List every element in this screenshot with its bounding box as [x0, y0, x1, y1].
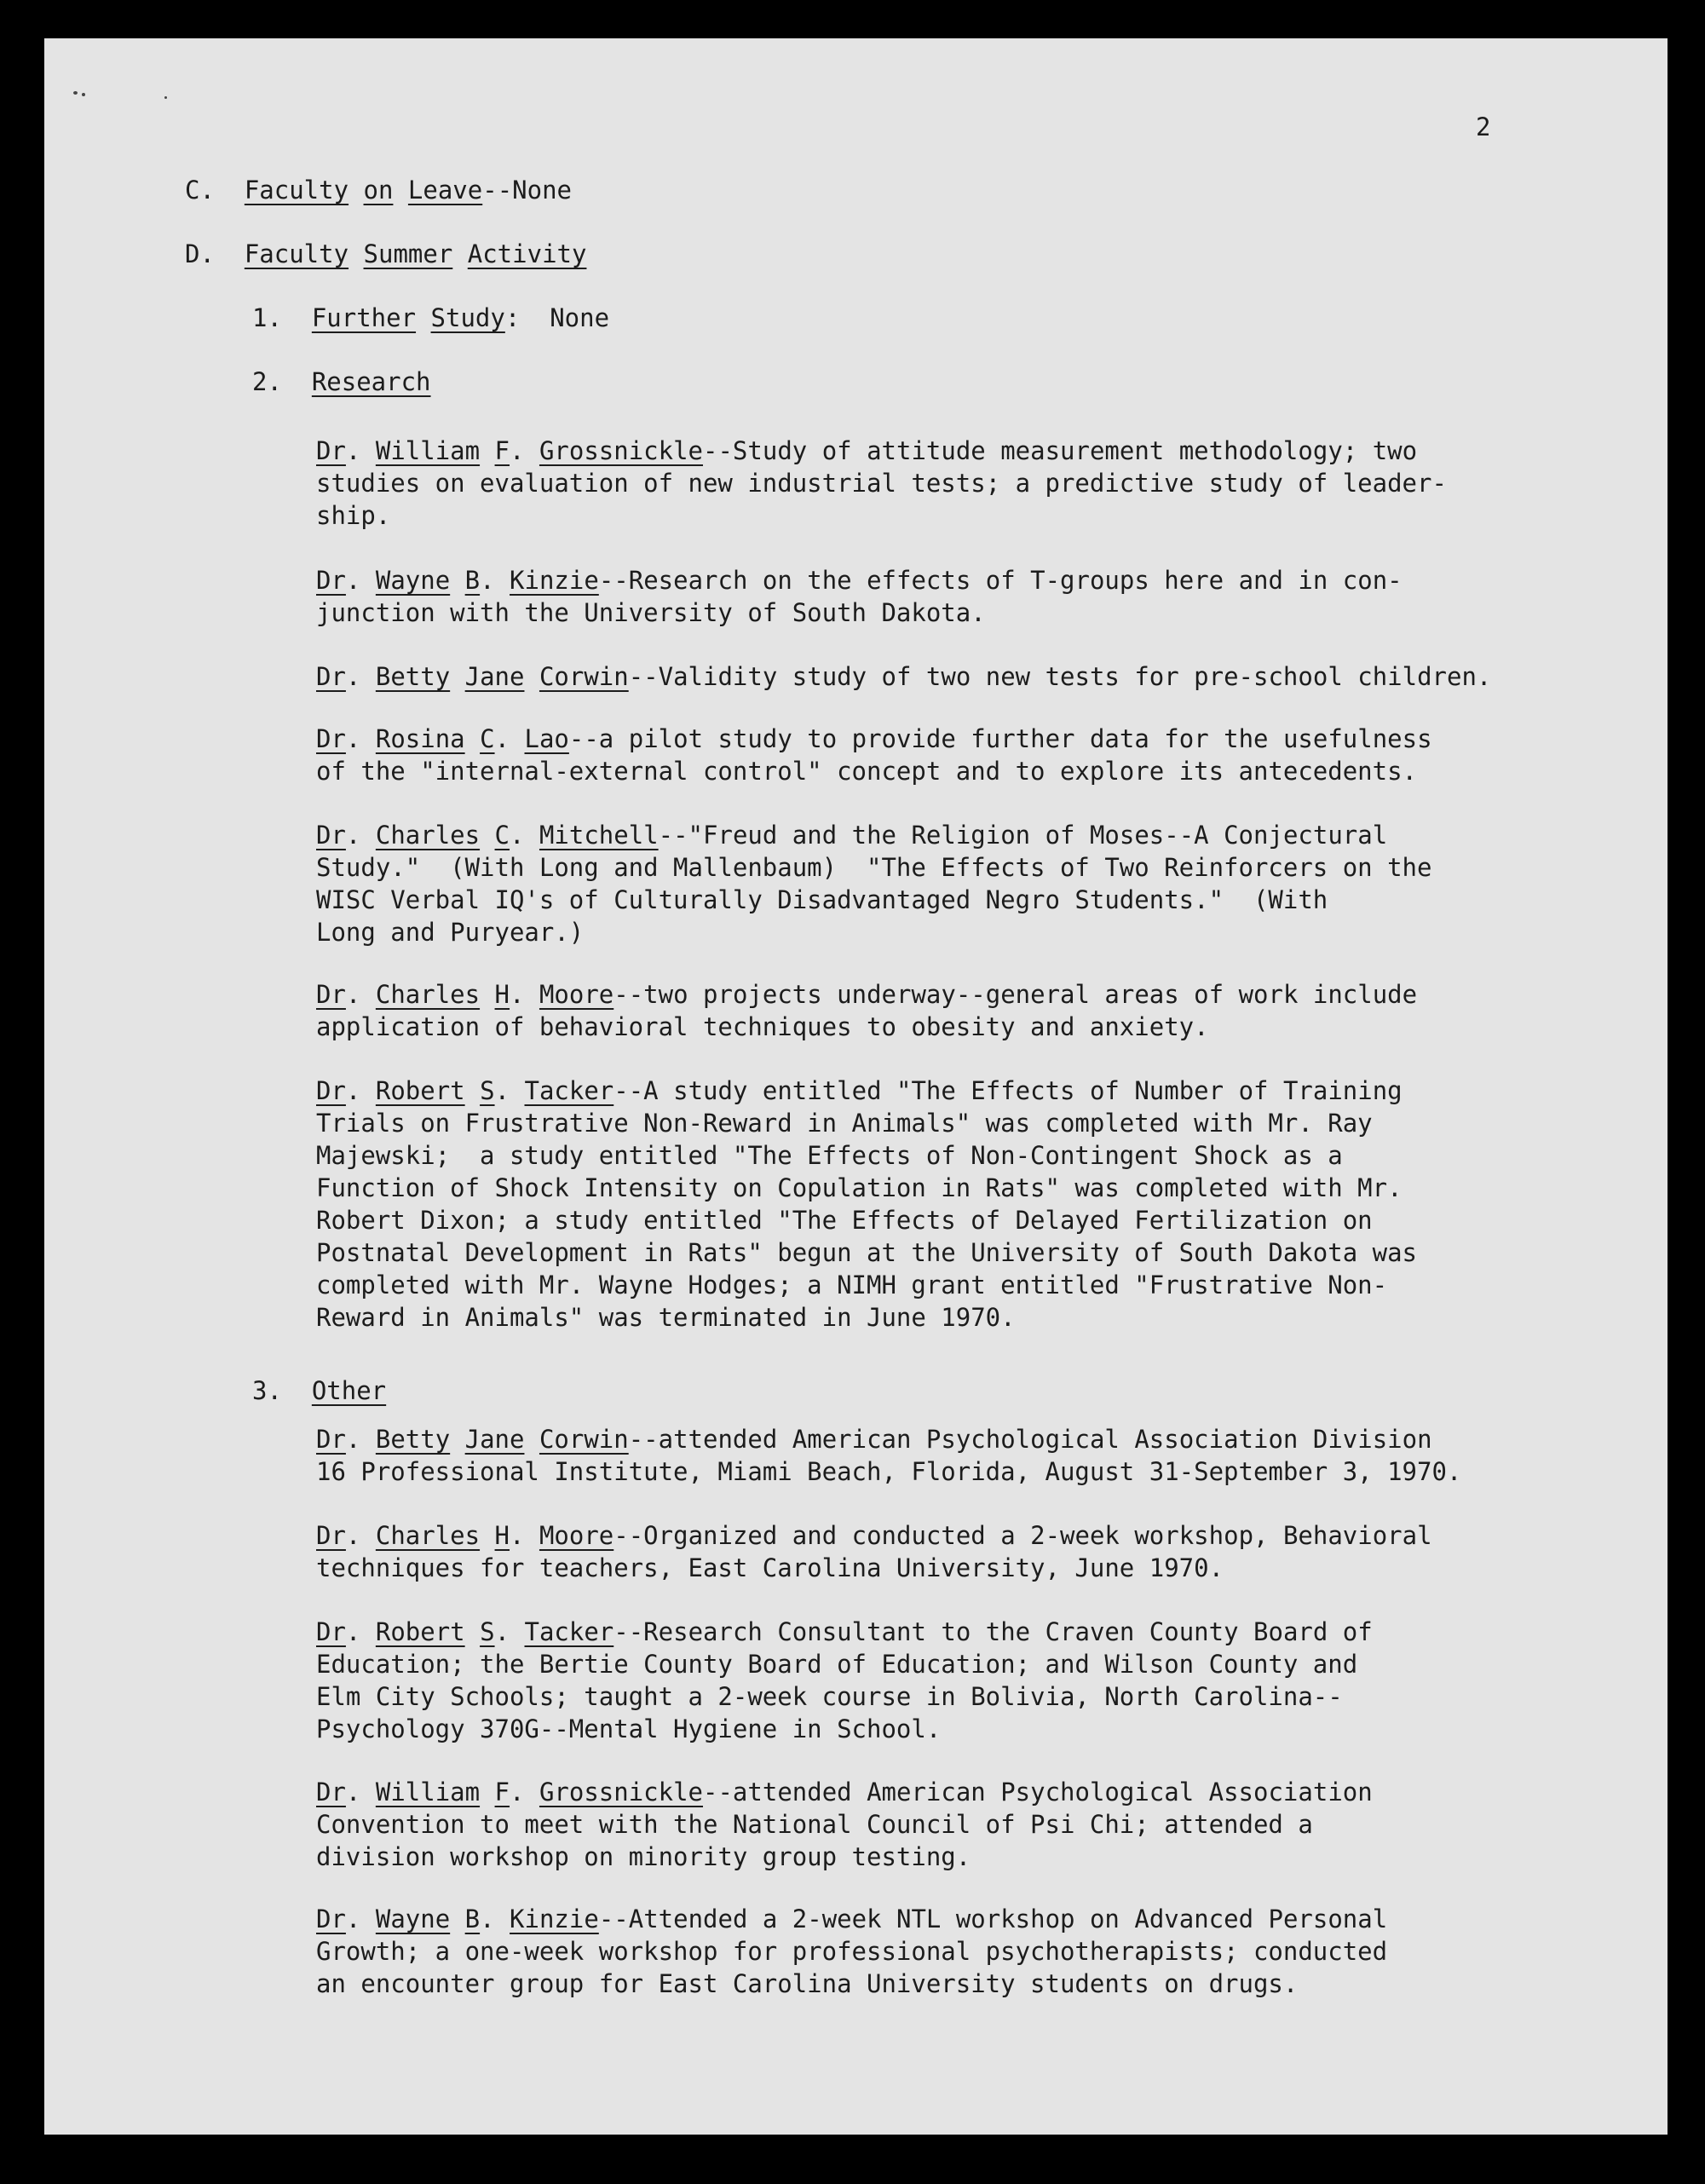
initial-period: .: [494, 1617, 510, 1646]
title-dr: Dr: [316, 1521, 346, 1550]
entry-text: ship.: [316, 501, 391, 530]
title-period: .: [345, 724, 361, 753]
spacer: [360, 436, 375, 465]
person-initial: H: [494, 980, 510, 1009]
entry-line: [316, 755, 1417, 787]
spacer: [465, 1076, 480, 1105]
entry-text: --Research on the effects of T-groups here and in con-: [598, 566, 1403, 595]
entry-line: [316, 1172, 1403, 1204]
title-period: .: [345, 1617, 361, 1646]
spacer: [480, 436, 494, 465]
item-3-heading: [252, 1374, 386, 1407]
entry-text: Postnatal Development in Rats" begun at the University of South Dakota was: [316, 1238, 1418, 1267]
title-dr: Dr: [316, 1617, 346, 1646]
entry-text: of the "internal-external control" concept and to explore its antecedents.: [316, 757, 1418, 786]
person-last-name: Kinzie: [510, 1905, 599, 1933]
spacer: [360, 662, 375, 691]
entry-text: WISC Verbal IQ's of Culturally Disadvantaged Negro Students." (With: [316, 885, 1328, 914]
spacer: [360, 1425, 375, 1454]
spacer: [524, 436, 539, 465]
item-1-heading: [252, 302, 609, 334]
item-number: 1.: [252, 303, 282, 332]
person-first-name: Charles: [375, 980, 481, 1009]
heading-word: Activity: [467, 239, 587, 268]
entry-text: 16 Professional Institute, Miami Beach, Florida, August 31-September 3, 1970.: [316, 1457, 1462, 1486]
person-last-name: Corwin: [539, 662, 629, 691]
initial-period: .: [510, 1778, 525, 1807]
entry-line: [316, 1269, 1387, 1301]
spacer: [360, 1905, 375, 1933]
entry-text: --A study entitled "The Effects of Number of Training: [613, 1076, 1403, 1105]
spacer: [360, 1521, 375, 1550]
person-initial: Jane: [464, 662, 525, 691]
title-dr: Dr: [316, 1425, 346, 1454]
entry-line: [316, 435, 1417, 467]
person-last-name: Kinzie: [510, 566, 599, 595]
heading-word: Summer: [363, 239, 453, 268]
section-letter: C.: [185, 176, 215, 205]
person-initial: S: [480, 1617, 495, 1646]
entry-line: [316, 1423, 1432, 1455]
person-initial: S: [480, 1076, 495, 1105]
spacer: [360, 1076, 375, 1105]
title-dr: Dr: [316, 821, 346, 850]
entry-line: [316, 1011, 1209, 1043]
entry-line: [316, 564, 1403, 596]
entry-text: Education; the Bertie County Board of Education; and Wilson County and: [316, 1650, 1358, 1679]
spacer: [510, 724, 524, 753]
entry-text: Reward in Animals" was terminated in June 1970.: [316, 1303, 1016, 1332]
spacer: [524, 821, 539, 850]
speck-mark: [73, 91, 78, 95]
entry-text: --two projects underway--general areas of work include: [613, 980, 1418, 1009]
entry-text: an encounter group for East Carolina University students on drugs.: [316, 1969, 1299, 1998]
title-dr: Dr: [316, 662, 346, 691]
entry-line: [316, 1616, 1373, 1648]
heading-word: Leave: [407, 176, 483, 205]
person-initial: F: [494, 436, 510, 465]
title-period: .: [345, 980, 361, 1009]
entry-line: [316, 884, 1328, 916]
entry-text: --Organized and conducted a 2-week workshop, Behavioral: [613, 1521, 1432, 1550]
document-page: [44, 38, 1668, 2135]
entry-line: [316, 723, 1432, 755]
entry-text: --attended American Psychological Association: [703, 1778, 1373, 1807]
spacer: [495, 566, 510, 595]
title-dr: Dr: [316, 566, 346, 595]
spacer: [510, 1617, 524, 1646]
title-period: .: [345, 1521, 361, 1550]
spacer: [480, 821, 494, 850]
entry-text: Robert Dixon; a study entitled "The Effects of Delayed Fertilization on: [316, 1206, 1373, 1235]
entry-line: [316, 1075, 1403, 1107]
entry-line: [316, 851, 1431, 884]
entry-text: Elm City Schools; taught a 2-week course in Bolivia, North Carolina--: [316, 1682, 1343, 1711]
title-dr: Dr: [316, 724, 346, 753]
title-dr: Dr: [316, 1778, 346, 1807]
entry-text: Majewski; a study entitled "The Effects of Non-Contingent Shock as a: [316, 1141, 1343, 1170]
entry-line: [316, 596, 986, 629]
heading-word: Study: [430, 303, 505, 332]
title-period: .: [345, 662, 361, 691]
person-first-name: Rosina: [375, 724, 465, 753]
entry-text: completed with Mr. Wayne Hodges; a NIMH grant entitled "Frustrative Non-: [316, 1271, 1388, 1299]
spacer: [450, 566, 464, 595]
spacer: [360, 566, 375, 595]
person-last-name: Corwin: [539, 1425, 629, 1454]
title-period: .: [345, 1778, 361, 1807]
entry-line: [316, 1648, 1357, 1680]
entry-line: [316, 1519, 1432, 1552]
heading-word: Research: [311, 367, 431, 396]
entry-text: --a pilot study to provide further data for the usefulness: [568, 724, 1432, 753]
heading-rest: : None: [504, 303, 610, 332]
entry-line: [316, 1903, 1387, 1935]
entry-line: [316, 1680, 1343, 1713]
entry-line: [316, 1713, 941, 1745]
entry-line: [316, 467, 1447, 499]
spacer: [480, 1521, 494, 1550]
person-initial: H: [494, 1521, 510, 1550]
person-last-name: Tacker: [524, 1076, 614, 1105]
person-first-name: Charles: [375, 1521, 481, 1550]
entry-line: [316, 978, 1417, 1011]
spacer: [360, 724, 375, 753]
spacer: [465, 1617, 480, 1646]
entry-text: Psychology 370G--Mental Hygiene in School.: [316, 1714, 942, 1743]
item-2-heading: [252, 366, 431, 398]
entry-text: division workshop on minority group testing.: [316, 1842, 971, 1871]
person-last-name: Grossnickle: [539, 436, 704, 465]
entry-line: [316, 1776, 1373, 1808]
entry-line: [316, 1808, 1313, 1841]
person-last-name: Mitchell: [539, 821, 659, 850]
title-period: .: [345, 436, 361, 465]
entry-text: Growth; a one-week workshop for professional psychotherapists; conducted: [316, 1937, 1388, 1966]
person-initial: B: [464, 1905, 481, 1933]
spacer: [524, 1521, 539, 1550]
spacer: [360, 1778, 375, 1807]
entry-text: techniques for teachers, East Carolina University, June 1970.: [316, 1553, 1224, 1582]
spacer: [450, 1425, 464, 1454]
entry-line: [316, 1455, 1461, 1488]
entry-text: --Attended a 2-week NTL workshop on Advanced Personal: [598, 1905, 1388, 1933]
entry-text: --"Freud and the Religion of Moses--A Conjectural: [658, 821, 1388, 850]
entry-text: junction with the University of South Dakota.: [316, 598, 986, 627]
spacer: [524, 1778, 539, 1807]
entry-text: Convention to meet with the National Council of Psi Chi; attended a: [316, 1810, 1313, 1839]
heading-word: Faculty: [244, 239, 349, 268]
section-d-heading: [185, 238, 586, 270]
person-first-name: Betty: [375, 662, 451, 691]
person-initial: F: [494, 1778, 510, 1807]
heading-word: on: [363, 176, 394, 205]
person-last-name: Moore: [539, 1521, 614, 1550]
entry-text: --Study of attitude measurement methodology; two: [703, 436, 1418, 465]
initial-period: .: [510, 821, 525, 850]
spacer: [360, 821, 375, 850]
person-initial: C: [494, 821, 510, 850]
initial-period: .: [480, 566, 495, 595]
entry-text: --Research Consultant to the Craven County Board of: [613, 1617, 1373, 1646]
person-first-name: Robert: [375, 1617, 465, 1646]
speck-mark: [164, 96, 167, 99]
heading-word: Faculty: [244, 176, 349, 205]
person-initial: B: [464, 566, 481, 595]
spacer: [360, 1617, 375, 1646]
person-first-name: Robert: [375, 1076, 465, 1105]
title-period: .: [345, 566, 361, 595]
person-initial: C: [480, 724, 495, 753]
person-first-name: Wayne: [375, 1905, 451, 1933]
person-last-name: Lao: [524, 724, 569, 753]
title-dr: Dr: [316, 436, 346, 465]
item-number: 3.: [252, 1376, 282, 1405]
initial-period: .: [510, 980, 525, 1009]
spacer: [465, 724, 480, 753]
entry-line: [316, 1301, 1016, 1334]
entry-line: [316, 819, 1387, 851]
section-letter: D.: [185, 239, 215, 268]
spacer: [450, 662, 464, 691]
person-first-name: William: [375, 436, 481, 465]
person-last-name: Grossnickle: [539, 1778, 704, 1807]
spacer: [524, 980, 539, 1009]
title-dr: Dr: [316, 1076, 346, 1105]
page-number: 2: [1476, 112, 1491, 141]
entry-line: [316, 1841, 971, 1873]
spacer: [480, 980, 494, 1009]
entry-line: [316, 1552, 1224, 1584]
person-initial: Jane: [464, 1425, 525, 1454]
title-dr: Dr: [316, 980, 346, 1009]
entry-text: Long and Puryear.): [316, 918, 585, 947]
spacer: [480, 1778, 494, 1807]
spacer: [524, 662, 539, 691]
title-period: .: [345, 1425, 361, 1454]
title-period: .: [345, 1905, 361, 1933]
entry-line: [316, 499, 390, 532]
person-first-name: Betty: [375, 1425, 451, 1454]
entry-line: [316, 1139, 1343, 1172]
initial-period: .: [494, 1076, 510, 1105]
initial-period: .: [510, 1521, 525, 1550]
heading-word: Further: [311, 303, 417, 332]
entry-text: Study." (With Long and Mallenbaum) "The Effects of Two Reinforcers on the: [316, 853, 1432, 882]
title-period: .: [345, 821, 361, 850]
title-dr: Dr: [316, 1905, 346, 1933]
entry-line: [316, 1968, 1298, 2000]
spacer: [524, 1425, 539, 1454]
entry-line: [316, 1935, 1387, 1968]
initial-period: .: [480, 1905, 495, 1933]
entry-text: Trials on Frustrative Non-Reward in Animals" was completed with Mr. Ray: [316, 1109, 1373, 1138]
person-last-name: Tacker: [524, 1617, 614, 1646]
entry-text: studies on evaluation of new industrial tests; a predictive study of leader-: [316, 469, 1447, 498]
item-number: 2.: [252, 367, 282, 396]
entry-line: [316, 660, 1491, 693]
person-first-name: William: [375, 1778, 481, 1807]
initial-period: .: [494, 724, 510, 753]
heading-word: Other: [311, 1376, 387, 1405]
spacer: [450, 1905, 464, 1933]
initial-period: .: [510, 436, 525, 465]
speck-mark: [82, 93, 85, 96]
entry-text: --attended American Psychological Association Division: [628, 1425, 1432, 1454]
person-first-name: Wayne: [375, 566, 451, 595]
entry-line: [316, 1204, 1373, 1236]
person-last-name: Moore: [539, 980, 614, 1009]
spacer: [510, 1076, 524, 1105]
entry-text: --Validity study of two new tests for pre-school children.: [628, 662, 1492, 691]
entry-text: application of behavioral techniques to obesity and anxiety.: [316, 1012, 1209, 1041]
person-first-name: Charles: [375, 821, 481, 850]
title-period: .: [345, 1076, 361, 1105]
entry-text: Function of Shock Intensity on Copulation in Rats" was completed with Mr.: [316, 1173, 1403, 1202]
entry-line: [316, 1107, 1373, 1139]
heading-rest: --None: [482, 176, 572, 205]
entry-line: [316, 1236, 1417, 1269]
section-c-heading: [185, 174, 572, 206]
spacer: [360, 980, 375, 1009]
spacer: [495, 1905, 510, 1933]
entry-line: [316, 916, 584, 948]
